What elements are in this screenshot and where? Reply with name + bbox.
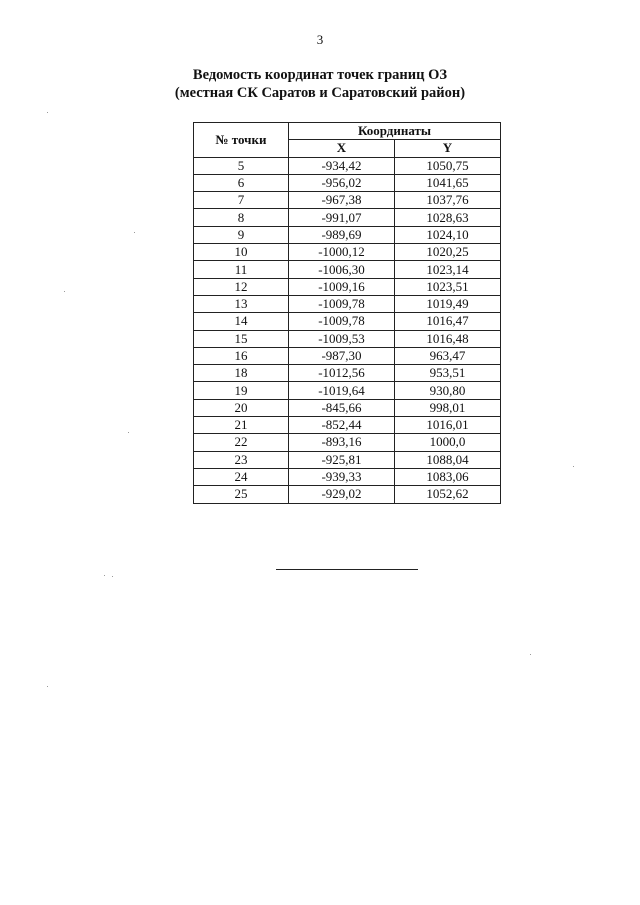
cell-y: 1088,04 [395, 451, 501, 468]
cell-x: -1019,64 [289, 382, 395, 399]
cell-point-number: 5 [194, 157, 289, 174]
header-x: X [289, 140, 395, 157]
table-header [194, 123, 501, 158]
scan-speck [573, 466, 574, 467]
cell-x: -1009,53 [289, 330, 395, 347]
cell-point-number: 16 [194, 347, 289, 364]
table-row [194, 192, 501, 209]
cell-y: 1023,14 [395, 261, 501, 278]
table-row [194, 313, 501, 330]
table-row [194, 382, 501, 399]
cell-point-number: 20 [194, 399, 289, 416]
table-row [194, 157, 501, 174]
cell-point-number: 24 [194, 468, 289, 485]
document-title [0, 66, 640, 102]
cell-point-number: 21 [194, 417, 289, 434]
cell-point-number: 23 [194, 451, 289, 468]
cell-y: 1050,75 [395, 157, 501, 174]
cell-y: 1028,63 [395, 209, 501, 226]
cell-y: 1083,06 [395, 468, 501, 485]
table-row [194, 278, 501, 295]
cell-y: 963,47 [395, 347, 501, 364]
cell-point-number: 9 [194, 226, 289, 243]
cell-x: -925,81 [289, 451, 395, 468]
table-row [194, 330, 501, 347]
table-row [194, 226, 501, 243]
cell-x: -1009,78 [289, 295, 395, 312]
table-row [194, 347, 501, 364]
table-row [194, 434, 501, 451]
cell-x: -989,69 [289, 226, 395, 243]
cell-x: -852,44 [289, 417, 395, 434]
cell-x: -939,33 [289, 468, 395, 485]
cell-x: -929,02 [289, 486, 395, 503]
cell-x: -845,66 [289, 399, 395, 416]
cell-y: 1000,0 [395, 434, 501, 451]
cell-point-number: 6 [194, 174, 289, 191]
scan-speck [104, 575, 105, 576]
cell-y: 1023,51 [395, 278, 501, 295]
cell-point-number: 22 [194, 434, 289, 451]
cell-point-number: 12 [194, 278, 289, 295]
cell-x: -1012,56 [289, 365, 395, 382]
cell-point-number: 18 [194, 365, 289, 382]
cell-y: 1041,65 [395, 174, 501, 191]
page-number: 3 [316, 32, 324, 47]
header-point-number: № точки [194, 123, 289, 158]
cell-point-number: 14 [194, 313, 289, 330]
header-coordinates: Координаты [289, 123, 501, 140]
table-row [194, 244, 501, 261]
cell-x: -893,16 [289, 434, 395, 451]
cell-point-number: 25 [194, 486, 289, 503]
cell-x: -1009,16 [289, 278, 395, 295]
scan-speck [112, 576, 113, 577]
cell-x: -1006,30 [289, 261, 395, 278]
cell-y: 1037,76 [395, 192, 501, 209]
closing-rule [276, 569, 418, 570]
cell-x: -956,02 [289, 174, 395, 191]
table-row [194, 261, 501, 278]
cell-point-number: 10 [194, 244, 289, 261]
header-y: Y [395, 140, 501, 157]
table-row [194, 399, 501, 416]
cell-point-number: 15 [194, 330, 289, 347]
cell-y: 1016,01 [395, 417, 501, 434]
cell-x: -991,07 [289, 209, 395, 226]
table-row [194, 295, 501, 312]
table-row [194, 209, 501, 226]
cell-x: -967,38 [289, 192, 395, 209]
cell-x: -1009,78 [289, 313, 395, 330]
scan-speck [128, 432, 129, 433]
cell-point-number: 13 [194, 295, 289, 312]
table-body [194, 157, 501, 503]
cell-x: -1000,12 [289, 244, 395, 261]
table-row [194, 174, 501, 191]
title-line-1: Ведомость координат точек границ ОЗ [192, 67, 448, 83]
cell-point-number: 11 [194, 261, 289, 278]
cell-point-number: 8 [194, 209, 289, 226]
scan-speck [47, 112, 48, 113]
scan-speck [64, 291, 65, 292]
cell-x: -987,30 [289, 347, 395, 364]
cell-point-number: 7 [194, 192, 289, 209]
scan-speck [530, 654, 531, 655]
cell-y: 1019,49 [395, 295, 501, 312]
table-row [194, 417, 501, 434]
cell-point-number: 19 [194, 382, 289, 399]
table-row [194, 468, 501, 485]
table-row [194, 451, 501, 468]
cell-y: 1052,62 [395, 486, 501, 503]
cell-y: 930,80 [395, 382, 501, 399]
table-row [194, 365, 501, 382]
cell-y: 998,01 [395, 399, 501, 416]
cell-y: 1020,25 [395, 244, 501, 261]
scan-speck [47, 686, 48, 687]
cell-x: -934,42 [289, 157, 395, 174]
table-row [194, 486, 501, 503]
cell-y: 1016,48 [395, 330, 501, 347]
cell-y: 1016,47 [395, 313, 501, 330]
coordinates-table [193, 122, 501, 504]
scan-speck [134, 232, 135, 233]
cell-y: 1024,10 [395, 226, 501, 243]
cell-y: 953,51 [395, 365, 501, 382]
title-line-2: (местная СК Саратов и Саратовский район) [174, 85, 466, 101]
